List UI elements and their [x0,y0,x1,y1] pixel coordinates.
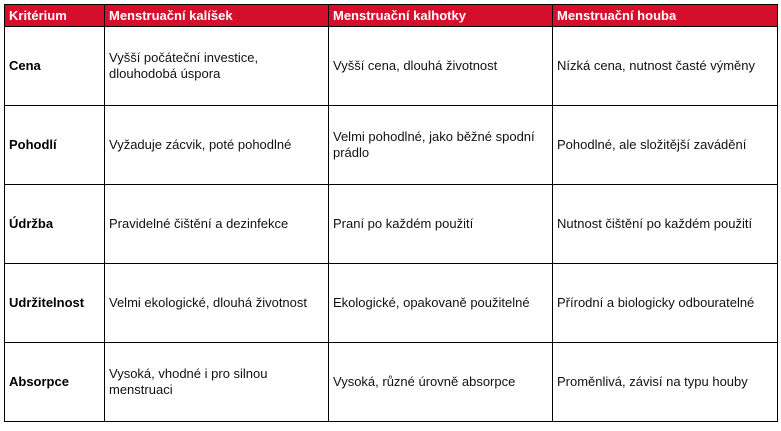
header-period-underwear: Menstruační kalhotky [329,5,553,27]
header-menstrual-cup: Menstruační kalíšek [105,5,329,27]
table-cell: Praní po každém použití [329,185,553,264]
table-cell: Nutnost čištění po každém použití [553,185,778,264]
header-criterion: Kritérium [5,5,105,27]
table-cell: Pravidelné čištění a dezinfekce [105,185,329,264]
row-criterion: Absorpce [5,343,105,422]
row-criterion: Pohodlí [5,106,105,185]
table-cell: Přírodní a biologicky odbouratelné [553,264,778,343]
table-cell: Pohodlné, ale složitější zavádění [553,106,778,185]
table-row [5,264,778,343]
table-row [5,343,778,422]
comparison-table [4,4,778,422]
table-cell: Ekologické, opakovaně použitelné [329,264,553,343]
row-criterion: Cena [5,27,105,106]
table-cell: Vyšší cena, dlouhá životnost [329,27,553,106]
table-cell: Vysoká, různé úrovně absorpce [329,343,553,422]
table-cell: Velmi pohodlné, jako běžné spodní prádlo [329,106,553,185]
row-criterion: Udržitelnost [5,264,105,343]
header-menstrual-sponge: Menstruační houba [553,5,778,27]
table-cell: Vyšší počáteční investice, dlouhodobá úspora [105,27,329,106]
table-row [5,27,778,106]
table-header-row [5,5,778,27]
row-criterion: Údržba [5,185,105,264]
table-row [5,185,778,264]
comparison-table-container [4,4,778,422]
table-cell: Vyžaduje zácvik, poté pohodlné [105,106,329,185]
table-cell: Vysoká, vhodné i pro silnou menstruaci [105,343,329,422]
table-row [5,106,778,185]
table-cell: Proměnlivá, závisí na typu houby [553,343,778,422]
table-cell: Velmi ekologické, dlouhá životnost [105,264,329,343]
table-cell: Nízká cena, nutnost časté výměny [553,27,778,106]
